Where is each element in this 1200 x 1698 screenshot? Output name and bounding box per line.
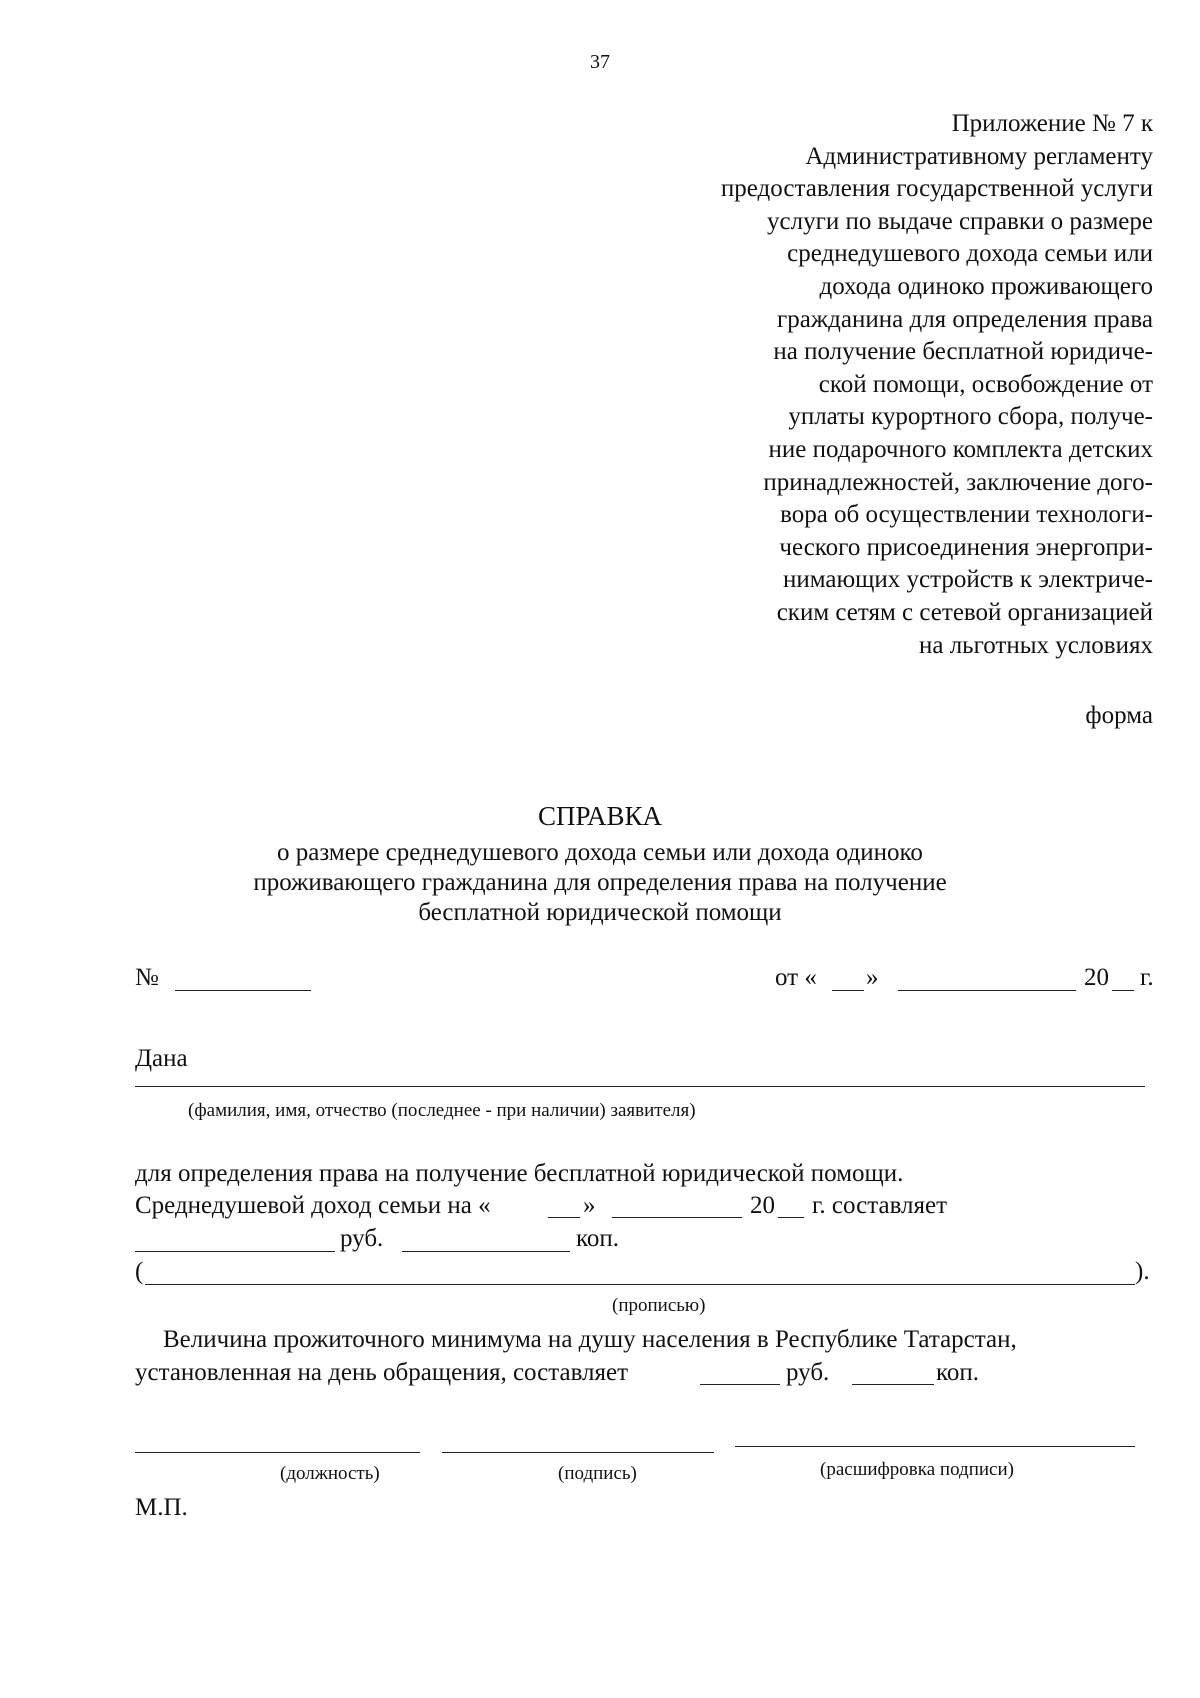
appendix-line: гражданина для определения права xyxy=(777,305,1153,333)
document-subtitle xyxy=(150,838,1050,928)
signature-decoding-caption: (расшифровка подписи) xyxy=(820,1459,1014,1480)
date-month-field[interactable] xyxy=(898,990,1076,991)
appendix-line: уплаты курортного сбора, получе- xyxy=(788,403,1153,431)
appendix-line: на льготных условиях xyxy=(918,631,1153,659)
appendix-line: вора об осуществлении технологи- xyxy=(780,501,1153,529)
appendix-line: на получение бесплатной юридиче- xyxy=(773,338,1153,366)
in-words-close-paren: ). xyxy=(1135,1258,1150,1285)
purpose-text: для определения права на получение бесплатной юридической помощи. xyxy=(135,1160,904,1187)
in-words-open-paren: ( xyxy=(135,1258,144,1285)
income-day-field[interactable] xyxy=(548,1217,580,1218)
appendix-line: принадлежностей, заключение дого- xyxy=(763,468,1153,496)
signature-field[interactable] xyxy=(442,1452,714,1453)
form-label: форма xyxy=(1085,702,1153,729)
income-year-field[interactable] xyxy=(778,1217,804,1218)
appendix-line: ской помощи, освобождение от xyxy=(818,370,1153,398)
subsistence-rub-field[interactable] xyxy=(700,1384,780,1385)
appendix-line: ние подарочного комплекта детских xyxy=(768,435,1153,463)
appendix-line: Приложение № 7 к xyxy=(951,110,1153,137)
position-caption: (должность) xyxy=(280,1463,380,1484)
appendix-line: ским сетям с сетевой организацией xyxy=(776,598,1153,626)
subtitle-line: проживающего гражданина для определения права на получение xyxy=(253,869,947,896)
appendix-line: дохода одиноко проживающего xyxy=(819,272,1153,300)
income-year-prefix: 20 xyxy=(750,1192,775,1219)
income-rub-field[interactable] xyxy=(135,1251,335,1252)
position-field[interactable] xyxy=(135,1452,420,1453)
appendix-line: среднедушевого дохода семьи или xyxy=(787,240,1153,268)
income-kop-field[interactable] xyxy=(402,1251,570,1252)
income-label: Среднедушевой доход семьи на « xyxy=(135,1192,491,1219)
subtitle-line: о размере среднедушевого дохода семьи или дохода одиноко xyxy=(277,839,923,866)
subsistence-kop-field[interactable] xyxy=(852,1384,934,1385)
date-year-prefix: 20 xyxy=(1084,964,1109,991)
subsistence-kop-label: коп. xyxy=(936,1359,980,1386)
subsistence-text-1: Величина прожиточного минимума на душу населения в Республике Татарстан, xyxy=(163,1326,1017,1353)
subtitle-line: бесплатной юридической помощи xyxy=(418,899,782,926)
income-quote-close: » xyxy=(583,1192,596,1219)
subsistence-text-2: установленная на день обращения, составляет xyxy=(135,1359,629,1386)
appendix-line: нимающих устройств к электриче- xyxy=(782,566,1153,594)
income-rub-label: руб. xyxy=(340,1225,384,1252)
number-label: № xyxy=(135,964,159,991)
date-year-field[interactable] xyxy=(1112,990,1134,991)
income-suffix: г. составляет xyxy=(812,1192,948,1219)
number-field[interactable] xyxy=(175,990,311,991)
date-from-label: от « xyxy=(775,964,817,991)
appendix-line: предоставления государственной услуги xyxy=(720,175,1153,203)
appendix-line: Административному регламенту xyxy=(805,142,1153,170)
date-day-field[interactable] xyxy=(832,990,864,991)
income-kop-label: коп. xyxy=(576,1225,620,1252)
income-in-words-field[interactable] xyxy=(145,1284,1135,1285)
in-words-caption: (прописью) xyxy=(612,1295,706,1316)
signature-decoding-field[interactable] xyxy=(735,1446,1135,1447)
appendix-line: ческого присоединения энергопри- xyxy=(779,533,1153,561)
appendix-line: услуги по выдаче справки о размере xyxy=(767,207,1153,235)
issued-to-label: Дана xyxy=(135,1045,188,1072)
appendix-header xyxy=(593,108,1153,662)
document-title: СПРАВКА xyxy=(537,801,663,831)
page-number: 37 xyxy=(590,51,610,73)
subsistence-rub-label: руб. xyxy=(786,1359,830,1386)
applicant-name-field[interactable] xyxy=(135,1086,1145,1087)
signature-caption: (подпись) xyxy=(558,1463,637,1484)
stamp-label: М.П. xyxy=(135,1494,188,1521)
applicant-caption: (фамилия, имя, отчество (последнее - при наличии) заявителя) xyxy=(188,1100,696,1121)
income-month-field[interactable] xyxy=(612,1217,742,1218)
date-year-suffix: г. xyxy=(1140,964,1154,991)
date-quote-close: » xyxy=(866,964,879,991)
